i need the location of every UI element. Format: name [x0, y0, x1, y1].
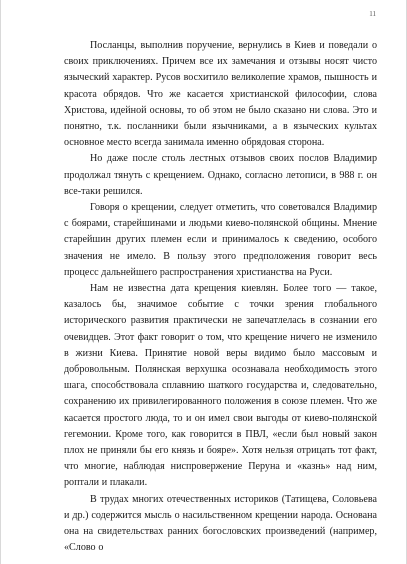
paragraph-1: Посланцы, выполнив поручение, вернулись в Киев и поведали о своих приключениях. Причем все их замечания и отзывы носят чисто языческий характер. Русов восхитило великолепие храмов, пышность и красота обрядов. Что же касается христианской философии, слова Христова, идейной основы, то об этом не было сказано ни слова. Это и понятно, т.к. посланники были язычниками, а в языческих культах основное место всегда занимала именно обрядовая сторона. [64, 40, 377, 149]
body-text [64, 38, 377, 557]
paragraph-4: Нам не известна дата крещения киевлян. Более того — такое, казалось бы, значимое событие с точки зрения глобального исторического развития практически не запечатлелась в сознании его очевидцев. Этот факт говорит о том, что крещение ничего не изменило в жизни Киева. Принятие новой веры видимо было массовым и добровольным. Полянская верхушка осознавала необходимость этого шага, способствовала сплавнию шаткого государства и, следовательно, сохранению их привилегированного положения в союзе племен. Что же касается простого люда, то и он имел свои выгоды от киево-полянской гегемонии. Кроме того, как говорится в ПВЛ, «если был новый закон плох не приняли бы его князь и бояре». Хотя нельзя отрицать тот факт, что многие, наблюдая ниспровержение Перуна и «казнь» над ним, роптали и плакали. [64, 283, 377, 489]
paragraph-3: Говоря о крещении, следует отметить, что советовался Владимир с боярами, старейшинами и людьми киево-полянской общины. Мнение старейшин других племен если и принималось к сведению, особого значения не имело. В пользу этого предположения говорит весь процесс дальнейшего распространения христианства на Руси. [64, 202, 377, 278]
page-number: 11 [369, 10, 376, 18]
paragraph-5: В трудах многих отечественных историков (Татищева, Соловьева и др.) содержится мысль о насильственном крещении народа. Основана она на свидетельствах ранних богословских произведений (например, «Слово о [64, 493, 377, 554]
paragraph-2: Но даже после столь лестных отзывов своих послов Владимир продолжал тянуть с крещением. Однако, согласно летописи, в 988 г. он все-таки решился. [64, 153, 377, 197]
